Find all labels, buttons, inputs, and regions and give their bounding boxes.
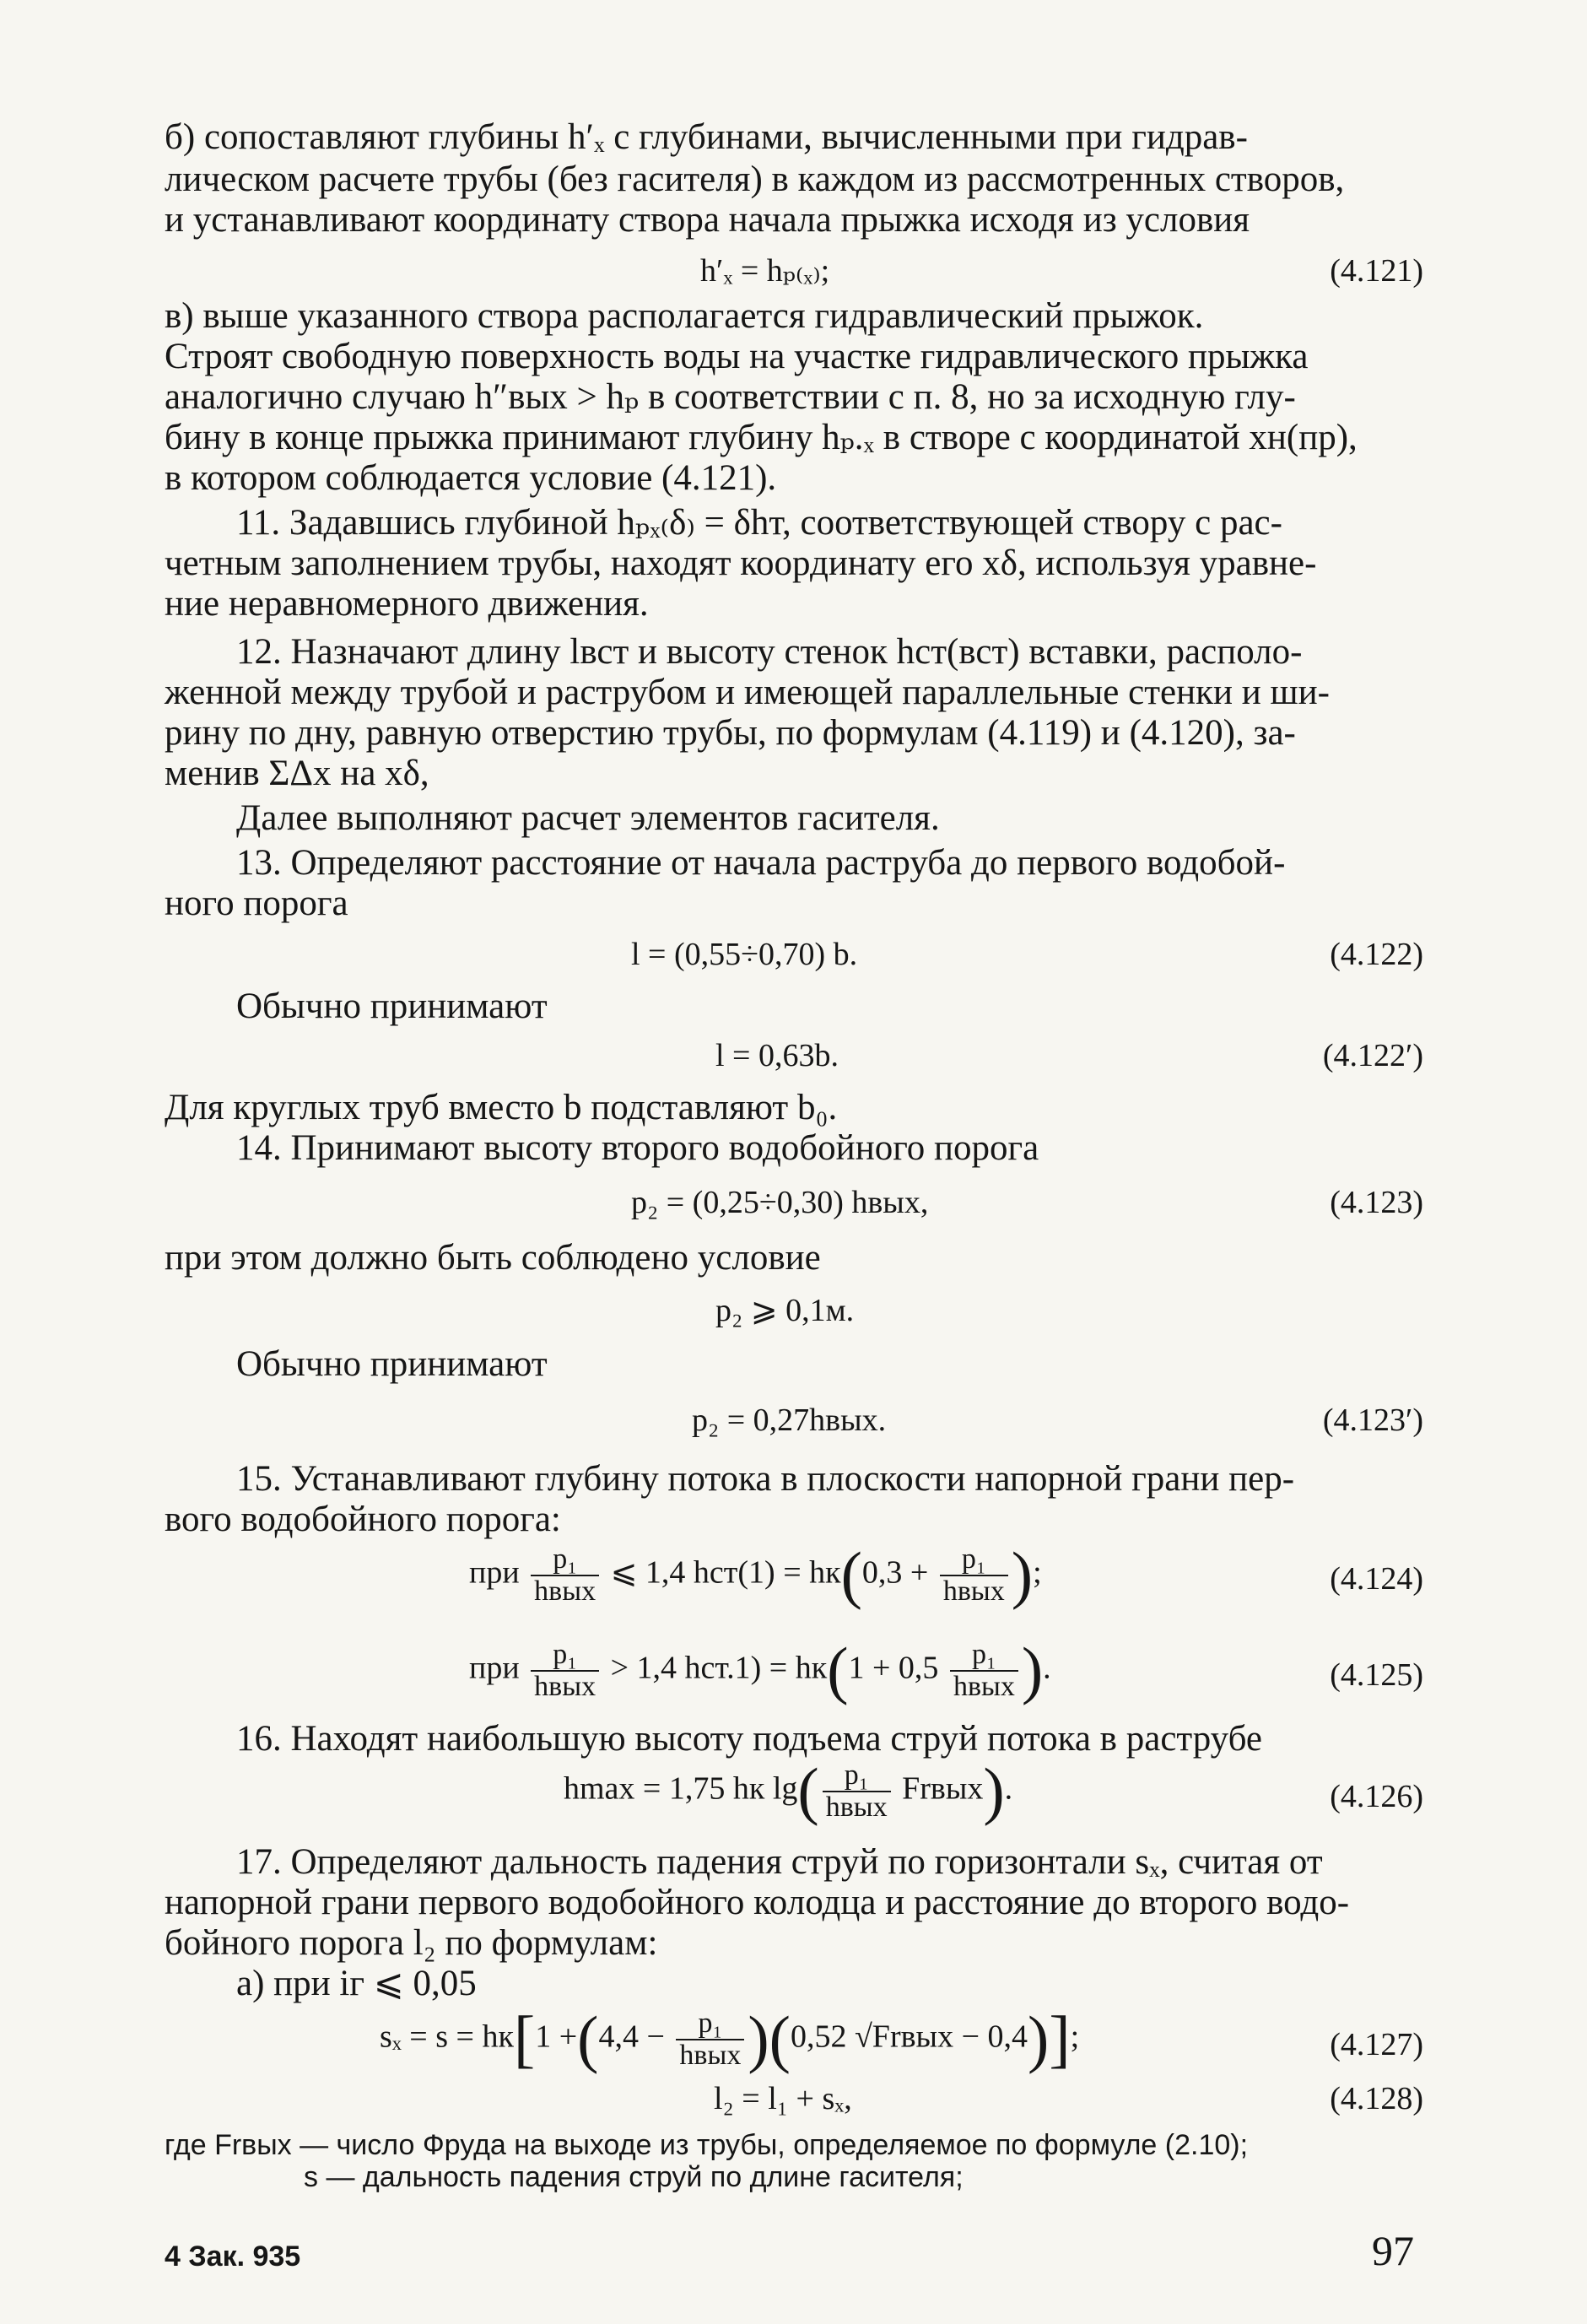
- numerator: p₁: [531, 1544, 599, 1576]
- denominator: hвых: [825, 1791, 888, 1823]
- numerator: p₁: [531, 1640, 599, 1672]
- formula-part: ⩽ 1,4: [610, 1554, 686, 1591]
- denominator: hвых: [953, 1670, 1015, 1702]
- formula-part: > 1,4: [610, 1650, 677, 1686]
- formula-4-126: hmax = 1,75 hк lg( $\frac{\text{p₁}}{\text{hвых}}$ Frвых).: [564, 1755, 1013, 1827]
- formula-part: hст(1) = hк: [693, 1554, 841, 1591]
- formula-4-122: l = (0,55÷0,70) b.: [631, 937, 858, 972]
- text-line: 12. Назначают длину lвст и высоту стенок hст(вст) вставки, располо-: [236, 632, 1303, 672]
- text-line: аналогично случаю h″вых > hₚ в соответствии с п. 8, но за исходную глу-: [165, 377, 1296, 417]
- text-line: Для круглых труб вместо b подставляют b₀.: [165, 1088, 838, 1127]
- footnote-line: s — дальность падения струй по длине гасителя;: [304, 2161, 964, 2193]
- formula-4-122p: l = 0,63b.: [715, 1038, 839, 1073]
- text-line: женной между трубой и раструбом и имеющей параллельные стенки и ши-: [165, 673, 1330, 712]
- fraction: [940, 1544, 1008, 1606]
- formula-4-123p: p₂ = 0,27hвых.: [692, 1403, 887, 1438]
- text-line: 15. Устанавливают глубину потока в плоскости напорной грани пер-: [236, 1459, 1295, 1499]
- formula-part: Frвых: [902, 1770, 984, 1807]
- text-line: бину в конце прыжка принимают глубину hₚ.ₓ в створе с координатой xн(пр),: [165, 418, 1358, 457]
- text-line: в котором соблюдается условие (4.121).: [165, 458, 777, 498]
- formula-4-123: p₂ = (0,25÷0,30) hвых,: [631, 1185, 929, 1220]
- text-line: в) выше указанного створа располагается гидравлический прыжок.: [165, 296, 1204, 336]
- formula-part: 0,52 √Frвых − 0,4: [790, 2019, 1028, 2055]
- text-line: и устанавливают координату створа начала прыжка исходя из условия: [165, 200, 1250, 240]
- denominator: hвых: [534, 1575, 596, 1607]
- formula-4-124: при $\frac{\text{p₁}}{\text{hвых}}$ ⩽ 1,4 hст(1) = hк(0,3 + $\frac{\text{p₁}}{\text{hвых}}$ );: [469, 1539, 1042, 1611]
- paren: ): [983, 1755, 1005, 1827]
- denominator: hвых: [534, 1670, 596, 1702]
- eq-number-4-122p: (4.122′): [1322, 1038, 1423, 1073]
- formula-part: 1 + 0,5: [848, 1650, 939, 1686]
- text-line: Далее выполняют расчет элементов гасителя.: [236, 798, 940, 838]
- text-line: бойного порога l₂ по формулам:: [165, 1923, 658, 1963]
- formula-part: hст.1) = hк: [684, 1650, 828, 1686]
- text-line: 14. Принимают высоту второго водобойного порога: [236, 1128, 1039, 1168]
- text-line: ние неравномерного движения.: [165, 584, 649, 624]
- text-line: менив ΣΔx на xδ,: [165, 754, 429, 793]
- text-line: 16. Находят наибольшую высоту подъема струй потока в раструбе: [236, 1719, 1262, 1759]
- formula-4-128: l₂ = l₁ + sₓ,: [714, 2081, 852, 2116]
- formula-part: 4,4 −: [598, 2019, 665, 2055]
- footnote-line: где Frвых — число Фруда на выходе из трубы, определяемое по формуле (2.10);: [165, 2129, 1249, 2161]
- text-line: вого водобойного порога:: [165, 1500, 561, 1539]
- fraction: [531, 1640, 599, 1701]
- bracket: [: [513, 2003, 536, 2075]
- paren: ): [1011, 1539, 1034, 1611]
- eq-number-4-126: (4.126): [1330, 1779, 1423, 1814]
- eq-number-4-122: (4.122): [1330, 937, 1423, 972]
- formula-4-121: h′ₓ = hₚ₍ₓ₎;: [700, 253, 830, 289]
- formula-part: 0,3 +: [861, 1554, 929, 1591]
- formula-4-127: sₓ = s = hк[1 +(4,4 − $\frac{\text{p₁}}{\text{hвых}}$ )(0,52 √Frвых − 0,4)];: [380, 2003, 1080, 2075]
- text-line: 11. Задавшись глубиной hₚₓ₍δ₎ = δhт, соответствующей створу с рас-: [236, 503, 1282, 543]
- text-line: лическом расчете трубы (без гасителя) в каждом из рассмотренных створов,: [165, 159, 1345, 199]
- denominator: hвых: [942, 1575, 1005, 1607]
- text-line: напорной грани первого водобойного колодца и расстояние до второго водо-: [165, 1883, 1350, 1922]
- text-line: при этом должно быть соблюдено условие: [165, 1238, 821, 1278]
- page-number: 97: [1372, 2227, 1414, 2274]
- eq-number-4-121: (4.121): [1330, 253, 1423, 289]
- fraction: [823, 1760, 891, 1822]
- bracket: ]: [1049, 2003, 1071, 2075]
- formula-part: при: [469, 1554, 520, 1591]
- paren: (: [840, 1539, 862, 1611]
- formula-part: 1 +: [535, 2019, 578, 2055]
- numerator: p₁: [950, 1640, 1018, 1672]
- text-line: Обычно принимают: [236, 986, 548, 1026]
- paren: (: [577, 2003, 599, 2075]
- paren: ): [1021, 1635, 1044, 1706]
- text-line: ного порога: [165, 884, 348, 923]
- formula-part: hmax = 1,75 hк lg: [564, 1770, 798, 1807]
- formula-condition: p₂ ⩾ 0,1м.: [715, 1293, 855, 1328]
- text-line: 17. Определяют дальность падения струй по горизонтали sₓ, считая от: [236, 1842, 1323, 1882]
- formula-4-125: при $\frac{\text{p₁}}{\text{hвых}}$ > 1,4 hст.1) = hк(1 + 0,5 $\frac{\text{p₁}}{\text{hвых}}$ ).: [469, 1635, 1051, 1706]
- text-line: а) при iг ⩽ 0,05: [236, 1964, 477, 2003]
- print-folio: 4 Зак. 935: [165, 2240, 301, 2273]
- text-line: б) сопоставляют глубины h′ₓ с глубинами, вычисленными при гидрав-: [165, 117, 1248, 157]
- text-line: четным заполнением трубы, находят координату его xδ, используя уравне-: [165, 543, 1317, 583]
- paren: (: [797, 1755, 819, 1827]
- numerator: p₁: [940, 1544, 1008, 1576]
- paren: (: [769, 2003, 791, 2075]
- eq-number-4-124: (4.124): [1330, 1561, 1423, 1597]
- paren: (: [827, 1635, 849, 1706]
- fraction: [950, 1640, 1018, 1701]
- text-line: рину по дну, равную отверстию трубы, по формулам (4.119) и (4.120), за-: [165, 713, 1296, 753]
- paren: ): [1028, 2003, 1050, 2075]
- fraction: [676, 2008, 744, 2070]
- text-line: Строят свободную поверхность воды на участке гидравлического прыжка: [165, 337, 1309, 376]
- denominator: hвых: [679, 2039, 742, 2071]
- eq-number-4-123: (4.123): [1330, 1185, 1423, 1220]
- text-line: Обычно принимают: [236, 1344, 548, 1384]
- eq-number-4-125: (4.125): [1330, 1657, 1423, 1693]
- eq-number-4-123p: (4.123′): [1322, 1403, 1423, 1438]
- formula-part: sₓ = s = hк: [380, 2019, 514, 2055]
- text-line: 13. Определяют расстояние от начала раструба до первого водобой-: [236, 843, 1286, 883]
- eq-number-4-127: (4.127): [1330, 2027, 1423, 2062]
- paren: ): [748, 2003, 769, 2075]
- formula-part: при: [469, 1650, 520, 1686]
- numerator: p₁: [676, 2008, 744, 2040]
- eq-number-4-128: (4.128): [1330, 2081, 1423, 2116]
- fraction: [531, 1544, 599, 1606]
- numerator: p₁: [823, 1760, 891, 1792]
